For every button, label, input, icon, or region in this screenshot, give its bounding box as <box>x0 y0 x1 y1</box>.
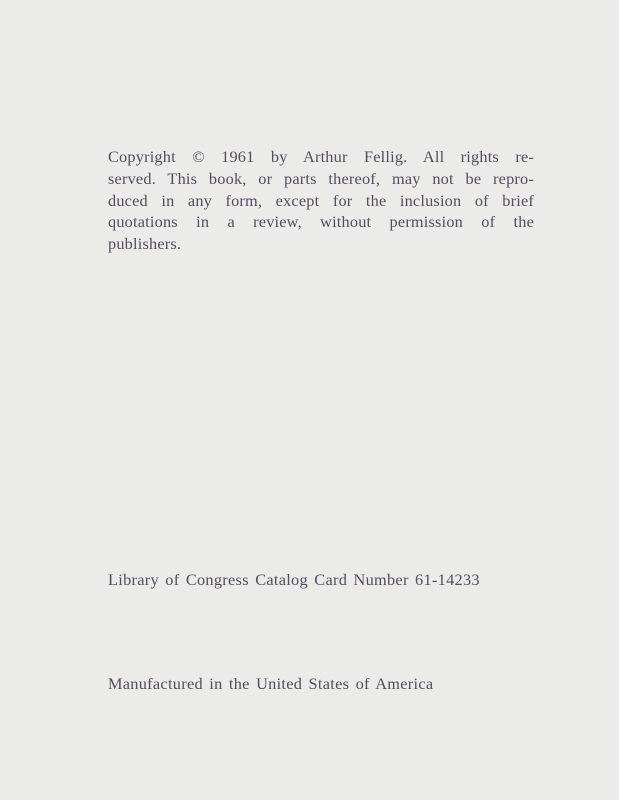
copyright-line: duced in any form, except for the inclusion of brief <box>108 190 534 210</box>
catalog-card-number: Library of Congress Catalog Card Number 61-14233 <box>108 570 480 589</box>
copyright-notice <box>108 146 534 255</box>
copyright-line: Copyright © 1961 by Arthur Fellig. All rights re- <box>108 147 534 166</box>
copyright-line: publishers. <box>108 234 182 254</box>
manufactured-statement: Manufactured in the United States of America <box>108 674 434 693</box>
copyright-line: quotations in a review, without permission of the <box>108 212 534 232</box>
copyright-line: served. This book, or parts thereof, may not be repro- <box>108 168 534 188</box>
